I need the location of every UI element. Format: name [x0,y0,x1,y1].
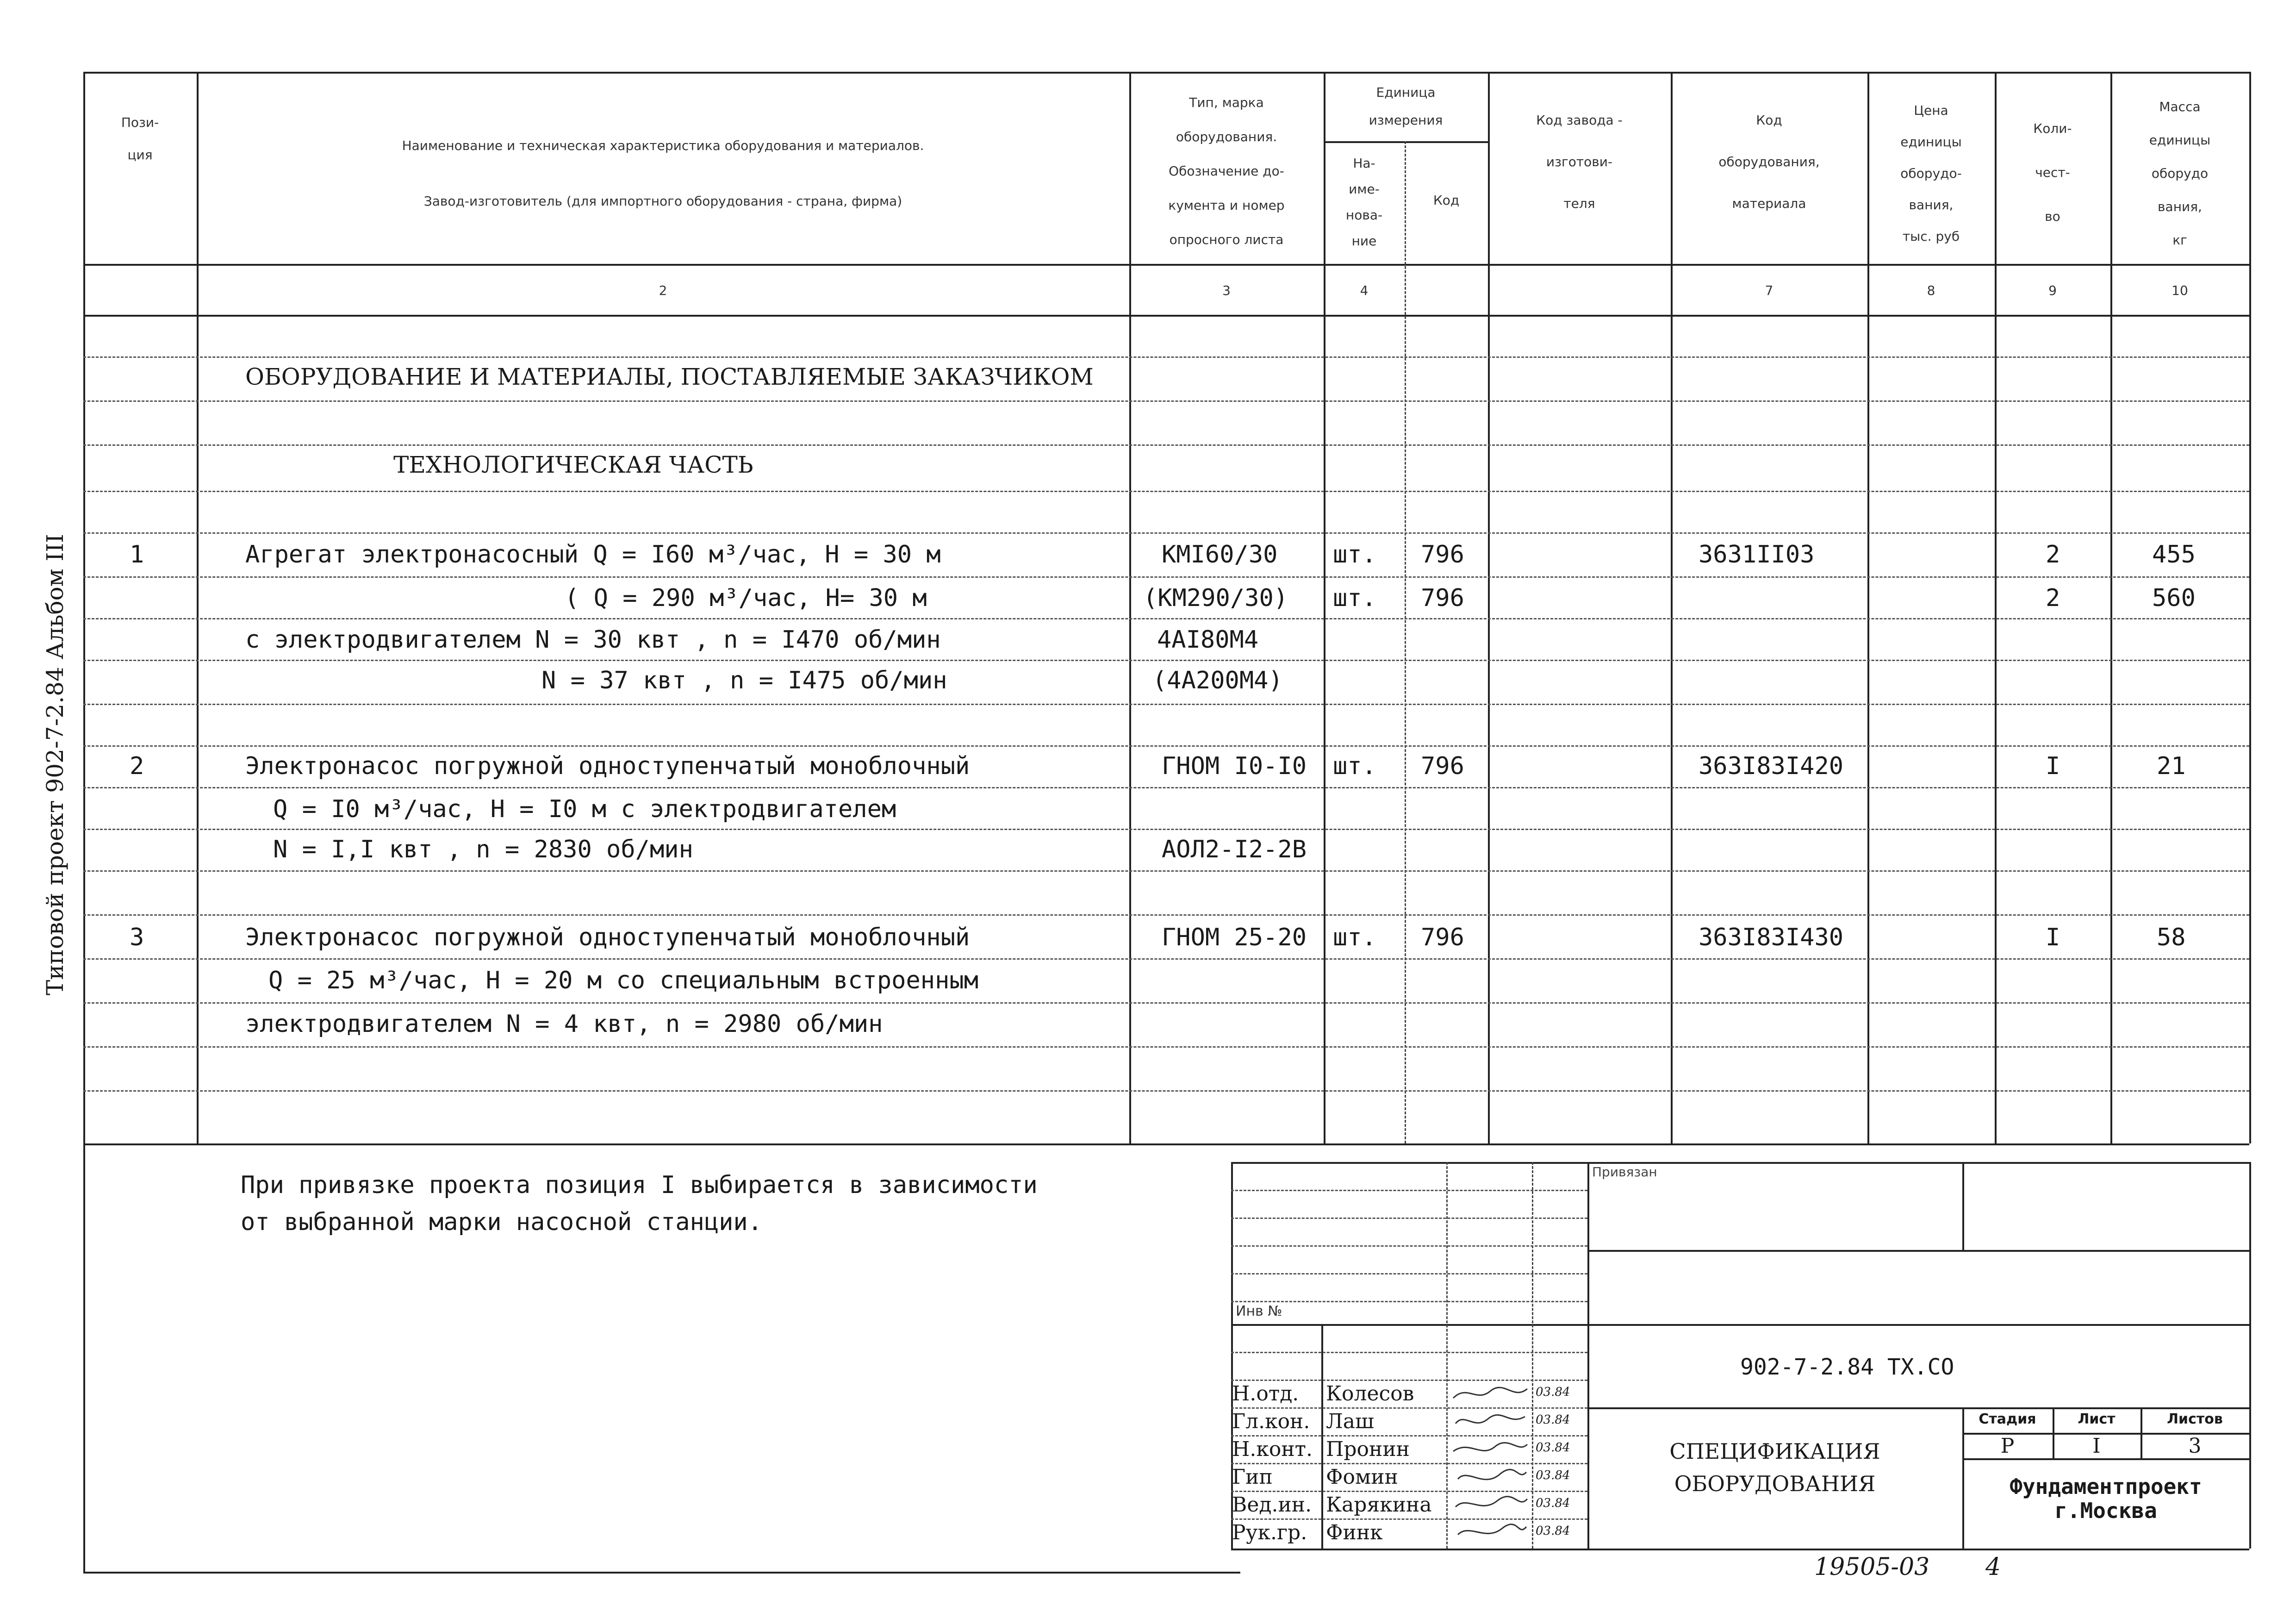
header-qty-3: во [2045,209,2060,224]
header-qty-1: Коли- [2033,121,2072,136]
header-unit-name-1: На- [1353,156,1375,171]
sig-name: Лаш [1326,1410,1374,1433]
inv-no-label: Инв № [1236,1303,1282,1319]
row-code: 796 [1421,752,1464,780]
sig-name: Пронин [1326,1437,1410,1461]
sig-date: 03.84 [1536,1385,1570,1399]
signature-1 [1453,1387,1527,1398]
row-code: 796 [1421,924,1464,951]
sheets-label: Листов [2167,1411,2223,1427]
sheet-value: I [2092,1434,2101,1458]
doc-title-1: СПЕЦИФИКАЦИЯ [1669,1439,1880,1464]
header-mass-3: оборудо [2151,166,2209,181]
row-unit: шт. [1333,752,1376,780]
row-name: с электродвигателем N = 30 квт , n = I470 об/мин [245,626,941,654]
row-unit: шт. [1333,584,1376,612]
colnum-9: 9 [2048,283,2057,298]
header-name-2: Завод-изготовитель (для импортного оборудования - страна, фирма) [423,194,902,209]
sig-name: Фомин [1326,1465,1398,1489]
header-equip-code-3: материала [1732,196,1806,211]
header-unit-1: Единица [1376,85,1436,100]
row-qty: I [2046,924,2060,951]
sig-date: 03.84 [1536,1441,1570,1455]
row-name: Q = 25 м³/час, Н = 20 м со специальным встроенным [268,967,979,994]
colnum-7: 7 [1765,283,1773,298]
stage-value: Р [2000,1434,2015,1458]
sig-role: Рук.гр. [1232,1521,1307,1544]
colnum-3: 3 [1222,283,1231,298]
header-type-5: опросного листа [1169,232,1284,247]
doc-title-2: ОБОРУДОВАНИЯ [1674,1471,1876,1496]
signature-2 [1456,1415,1525,1424]
row-type: ГНОМ 25-20 [1162,924,1307,951]
colnum-2: 2 [659,283,667,298]
stage-label: Стадия [1979,1411,2036,1427]
row-mass: 455 [2152,541,2196,568]
row-qty: 2 [2046,541,2060,568]
header-type-1: Тип, марка [1189,95,1264,110]
row-name: Электронасос погружной одноступенчатый моноблочный [245,752,970,780]
header-price-3: оборудо- [1900,166,1962,181]
row-unit: шт. [1333,924,1376,951]
row-pos: 3 [130,924,144,951]
row-mass: 560 [2152,584,2196,612]
header-pos-1: Пози- [121,115,159,130]
privyazan-label: Привязан [1592,1164,1657,1180]
header-factory-code-1: Код завода - [1536,112,1623,128]
signature-4 [1458,1469,1526,1479]
row-pos: 1 [130,541,144,568]
sig-name: Финк [1326,1521,1383,1544]
header-factory-code-3: теля [1563,196,1595,211]
header-unit-name-3: нова- [1345,207,1383,223]
row-mass: 58 [2157,924,2186,951]
sig-role: Гл.кон. [1232,1410,1310,1433]
header-type-4: кумента и номер [1168,198,1285,213]
row-type: 4АI80М4 [1157,626,1259,654]
sheets-value: 3 [2188,1434,2202,1458]
header-qty-2: чест- [2035,165,2070,180]
footer-page: 4 [1985,1553,2001,1581]
row-type: (КМ290/30) [1143,584,1288,612]
row-name: электродвигателем N = 4 квт, n = 2980 об/мин [245,1010,883,1038]
header-mass-5: кг [2172,232,2187,248]
sig-role: Гип [1232,1465,1273,1489]
header-factory-code-2: изготови- [1546,154,1613,169]
header-mass-2: единицы [2149,132,2211,148]
header-price-4: вания, [1909,197,1954,212]
org-name: Фундаментпроект [2010,1474,2202,1499]
album-side-label: Типовой проект 902-7-2.84 Альбом III [42,534,68,995]
header-pos-2: ция [127,147,153,162]
row-name: Q = I0 м³/час, Н = I0 м с электродвигателем [273,795,896,823]
header-price-2: единицы [1900,134,1962,150]
row-equip: 363I83I420 [1699,752,1844,780]
sig-date: 03.84 [1536,1524,1570,1538]
row-qty: I [2046,752,2060,780]
sig-name: Колесов [1326,1382,1414,1405]
header-price-5: тыс. руб [1902,229,1960,244]
header-price-1: Цена [1914,103,1948,118]
header-type-3: Обозначение до- [1169,163,1284,179]
row-name: ( Q = 290 м³/час, Н= 30 м [565,584,927,612]
header-unit-code: Код [1433,193,1460,208]
header-equip-code-1: Код [1756,112,1782,128]
signature-scribbles [1449,1380,1532,1546]
row-name: Электронасос погружной одноступенчатый моноблочный [245,924,970,951]
note-line-1: При привязке проекта позиция I выбирается в зависимости [241,1171,1038,1199]
signature-3 [1453,1443,1527,1451]
row-name: Агрегат электронасосный Q = I60 м³/час, Н = 30 м [245,541,941,568]
row-unit: шт. [1333,541,1376,568]
sig-date: 03.84 [1536,1468,1570,1482]
row-type: (4А200М4) [1152,667,1283,694]
doc-code: 902-7-2.84 ТХ.СО [1740,1354,1954,1380]
section-title: ОБОРУДОВАНИЕ И МАТЕРИАЛЫ, ПОСТАВЛЯЕМЫЕ ЗАКАЗЧИКОМ [245,363,1094,390]
header-mass-4: вания, [2158,199,2202,214]
sig-role: Н.отд. [1232,1382,1299,1405]
row-type: АОЛ2-I2-2В [1162,836,1307,863]
footer-number: 19505-03 [1814,1553,1930,1581]
row-equip: 3631II03 [1699,541,1815,568]
header-equip-code-2: оборудования, [1718,154,1820,169]
sig-date: 03.84 [1536,1496,1570,1510]
subsection-title: ТЕХНОЛОГИЧЕСКАЯ ЧАСТЬ [393,451,753,478]
row-pos: 2 [130,752,144,780]
sig-date: 03.84 [1536,1413,1570,1427]
row-code: 796 [1421,584,1464,612]
sheet-label: Лист [2078,1411,2116,1427]
row-qty: 2 [2046,584,2060,612]
header-unit-2: измерения [1369,112,1443,128]
colnum-8: 8 [1927,283,1935,298]
header-unit-name-4: ние [1351,233,1377,249]
colnum-4: 4 [1360,283,1369,298]
header-mass-1: Масса [2159,99,2201,114]
row-name: N = I,I квт , n = 2830 об/мин [273,836,693,863]
sig-role: Н.конт. [1232,1437,1313,1461]
header-type-2: оборудования. [1176,129,1277,144]
row-mass: 21 [2157,752,2186,780]
row-type: КМI60/30 [1162,541,1278,568]
header-name-1: Наименование и техническая характеристика оборудования и материалов. [402,138,924,153]
header-unit-name-2: име- [1349,181,1380,197]
row-type: ГНОМ I0-I0 [1162,752,1307,780]
org-city: г.Москва [2054,1498,2157,1523]
signature-5 [1456,1497,1527,1507]
note-line-2: от выбранной марки насосной станции. [241,1208,763,1236]
row-equip: 363I83I430 [1699,924,1844,951]
row-code: 796 [1421,541,1464,568]
row-name: N = 37 квт , n = I475 об/мин [541,667,947,694]
sig-role: Вед.ин. [1232,1493,1312,1517]
sig-name: Карякина [1326,1493,1432,1517]
signature-6 [1458,1524,1526,1535]
colnum-10: 10 [2172,283,2188,298]
